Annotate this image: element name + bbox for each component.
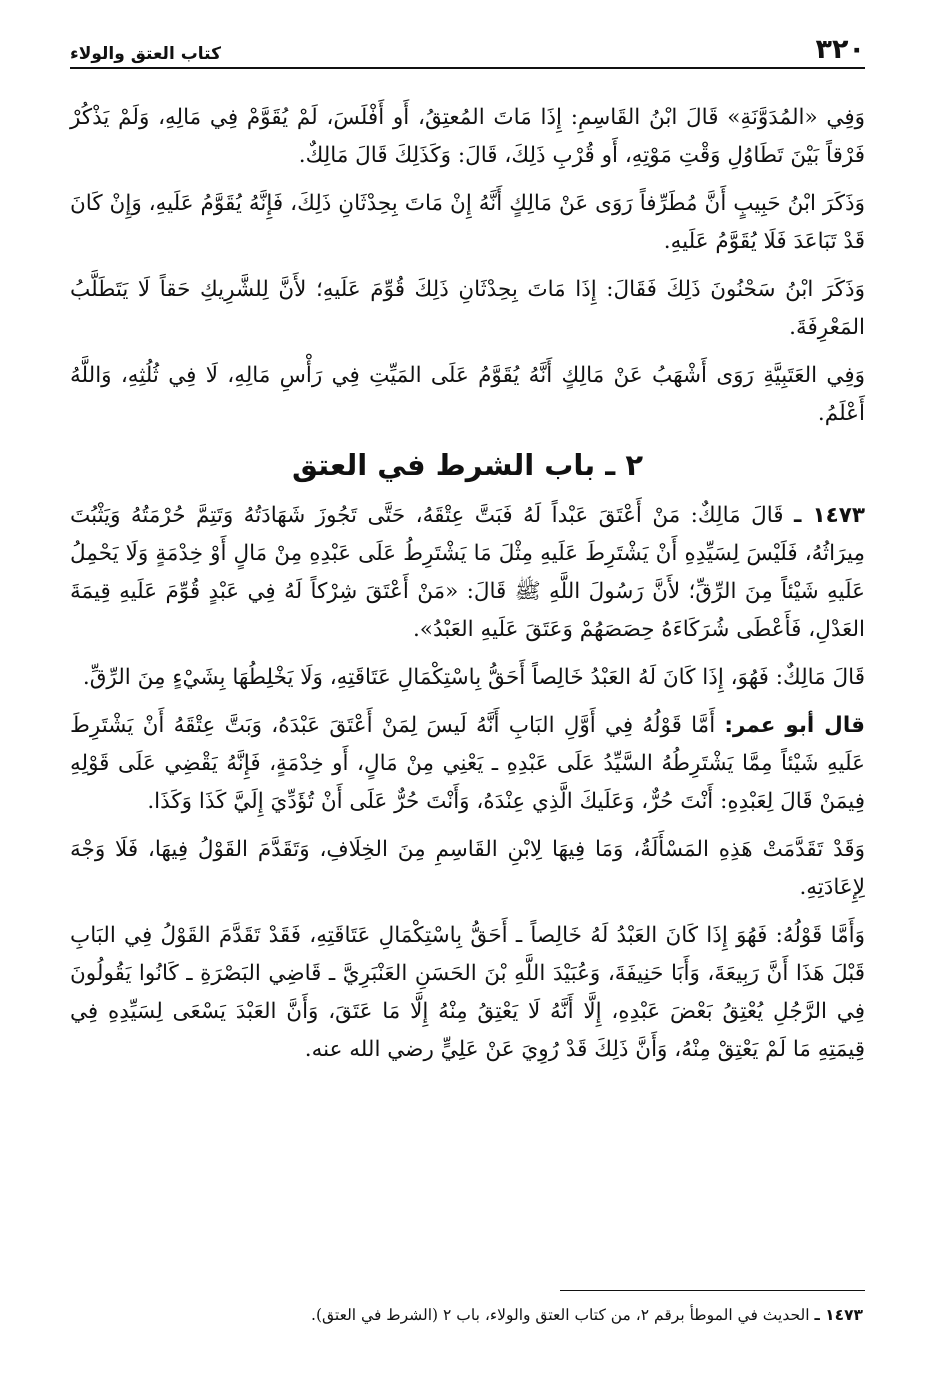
chapter-title: ٢ ـ باب الشرط في العتق (291, 448, 644, 482)
commentary-speaker: قال أبو عمر: (724, 713, 865, 738)
page-number: ٣٢٠ (815, 34, 865, 65)
closing-paragraph-1: وَقَدْ تَقَدَّمَتْ هَذِهِ المَسْأَلَةُ، وَمَا فِيهَا لِابْنِ القَاسِمِ مِنَ الخِلَافِ، وَتَقَدَّمَ القَوْلُ فِيهَا، فَلَا وَجْهَ لِإِعَادَتِهِ. (70, 837, 865, 900)
closing-paragraph-2: وَأَمَّا قَوْلُهُ: فَهُوَ إِذَا كَانَ العَبْدُ لَهُ خَالِصاً ـ أَحَقُّ بِاسْتِكْمَالِ عَتَاقَتِهِ، فَقَدْ تَقَدَّمَ القَوْلُ فِي البَابِ قَبْلَ هَذَا أَنَّ رَبِيعَةَ، وَأَبَا حَنِيفَةَ، وَعُبَيْدَ اللَّهِ بْنَ الحَسَنِ العَنْبَرِيَّ ـ قَاضِي البَصْرَةِ ـ كَانُوا يَقُولُونَ فِي الرَّجُلِ يُعْتِقُ بَعْضَ عَبْدِهِ، إِلَّا أَنَّهُ لَا يَعْتِقُ مِنْهُ إِلَّا مَا عَتَقَ، وَأَنَّ العَبْدَ يَسْعَى لِسَيِّدِهِ فِي قِيمَتِهِ مَا لَمْ يَعْتِقْ مِنْهُ، وَأَنَّ ذَلِكَ قَدْ رُوِيَ عَنْ عَلِيٍّ رضي الله عنه. (70, 923, 865, 1062)
intro-paragraph-2: وَذَكَرَ ابْنُ حَبِيبٍ أَنَّ مُطَرِّفاً رَوَى عَنْ مَالِكٍ أَنَّهُ إِنْ مَاتَ بِحِدْثَانِ ذَلِكَ، فَإِنَّهُ يُقَوَّمُ عَلَيهِ، وَإِنْ كَانَ قَدْ تَبَاعَدَ فَلَا يُقَوَّمُ عَلَيهِ. (70, 191, 865, 254)
intro-paragraph-3: وَذَكَرَ ابْنُ سَحْنُونَ ذَلِكَ فَقَالَ: إِذَا مَاتَ بِحِدْثَانِ ذَلِكَ قُوِّمَ عَلَيهِ؛ لأَنَّ لِلشَّرِيكِ حَقاً لَا يَتَطَلَّبُ المَعْرِفَةَ. (70, 277, 865, 340)
intro-paragraph-4: وَفِي العَتَبِيَّةِ رَوَى أَشْهَبُ عَنْ مَالِكٍ أَنَّهُ يُقَوَّمُ عَلَى المَيِّتِ فِي رَأْسِ مَالِهِ، لَا فِي ثُلُثِهِ، وَاللَّهُ أَعْلَمُ. (70, 363, 865, 426)
footnote-text: الحديث في الموطأ برقم ٢، من كتاب العتق والولاء، باب ٢ (الشرط في العتق). (311, 1306, 810, 1324)
footnote (70, 1302, 863, 1328)
commentary-paragraph (70, 707, 865, 821)
commentary-text: أَمَّا قَوْلُهُ فِي أَوَّلِ البَابِ أَنَّهُ لَيسَ لِمَنْ أَعْتَقَ عَبْدَهُ، وَبَتَّ عِتْقَهُ أَنْ يَشْتَرِطَ عَلَيهِ شَيْئاً مِمَّا يَشْتَرِطُهُ السَّيِّدُ عَلَى عَبْدِهِ ـ يَعْنِي مِنْ مَالٍ، أَو خِدْمَةٍ، فَإِنَّهُ يَقْضِي عَلَى قَوْلِهِ فِيمَنْ قَالَ لِعَبْدِهِ: أَنْتَ حُرٌّ، وَعَلَيكَ الَّذِي عِنْدَهُ، وَأَنْتَ حُرٌّ عَلَى أَنْ تُؤَدِّيَ إِلَيَّ كَذَا وَكَذَا. (70, 713, 865, 814)
running-header (70, 36, 865, 69)
intro-paragraph-1: وَفِي «المُدَوَّنَةِ» قَالَ ابْنُ القَاسِمِ: إِذَا مَاتَ المُعتِقُ، أَو أَفْلَسَ، لَمْ يُقَوَّمْ فِي مَالِهِ، وَلَمْ يَذْكُرْ فَرْقاً بَيْنَ تَطَاوُلِ وَقْتِ مَوْتِهِ، أَو قُرْبِ ذَلِكَ، قَالَ: وَكَذَلِكَ قَالَ مَالِكٌ. (70, 105, 865, 168)
book-title: كتاب العتق والولاء (70, 44, 221, 64)
malik-paragraph: قَالَ مَالِكٌ: فَهُوَ، إِذَا كَانَ لَهُ العَبْدُ خَالِصاً أَحَقُّ بِاسْتِكْمَالِ عَتَاقَتِهِ، وَلَا يَخْلِطُهَا بِشَيْءٍ مِنَ الرِّقِّ. (82, 665, 865, 690)
footnote-divider (560, 1290, 865, 1291)
hadith-number: ١٤٧٣ ـ (794, 503, 866, 528)
hadith-text: قَالَ مَالِكٌ: مَنْ أَعْتَقَ عَبْداً لَهُ فَبَتَّ عِتْقَهُ، حَتَّى تَجُوزَ شَهَادَتُهُ وَتَتِمَّ حُرْمَتُهُ وَيَثْبُتَ مِيرَاثُهُ، فَلَيْسَ لِسَيِّدِهِ أَنْ يَشْتَرِطَ عَلَيهِ مِثْلَ مَا يَشْتَرِطُ عَلَى عَبْدِهِ مِنْ مَالٍ أَوْ خِدْمَةٍ وَلَا يَحْمِلُ عَلَيهِ شَيْئاً مِنَ الرِّقِّ؛ لأَنَّ رَسُولَ اللَّهِ ﷺ قَالَ: «مَنْ أَعْتَقَ شِرْكاً لَهُ فِي عَبْدٍ قُوِّمَ عَلَيهِ قِيمَةَ العَدْلِ، فَأَعْطَى شُرَكَاءَهُ حِصَصَهُمْ وَعَتَقَ عَلَيهِ العَبْدُ». (70, 503, 865, 642)
hadith-paragraph (70, 497, 865, 649)
footnote-number: ١٤٧٣ ـ (814, 1306, 863, 1324)
